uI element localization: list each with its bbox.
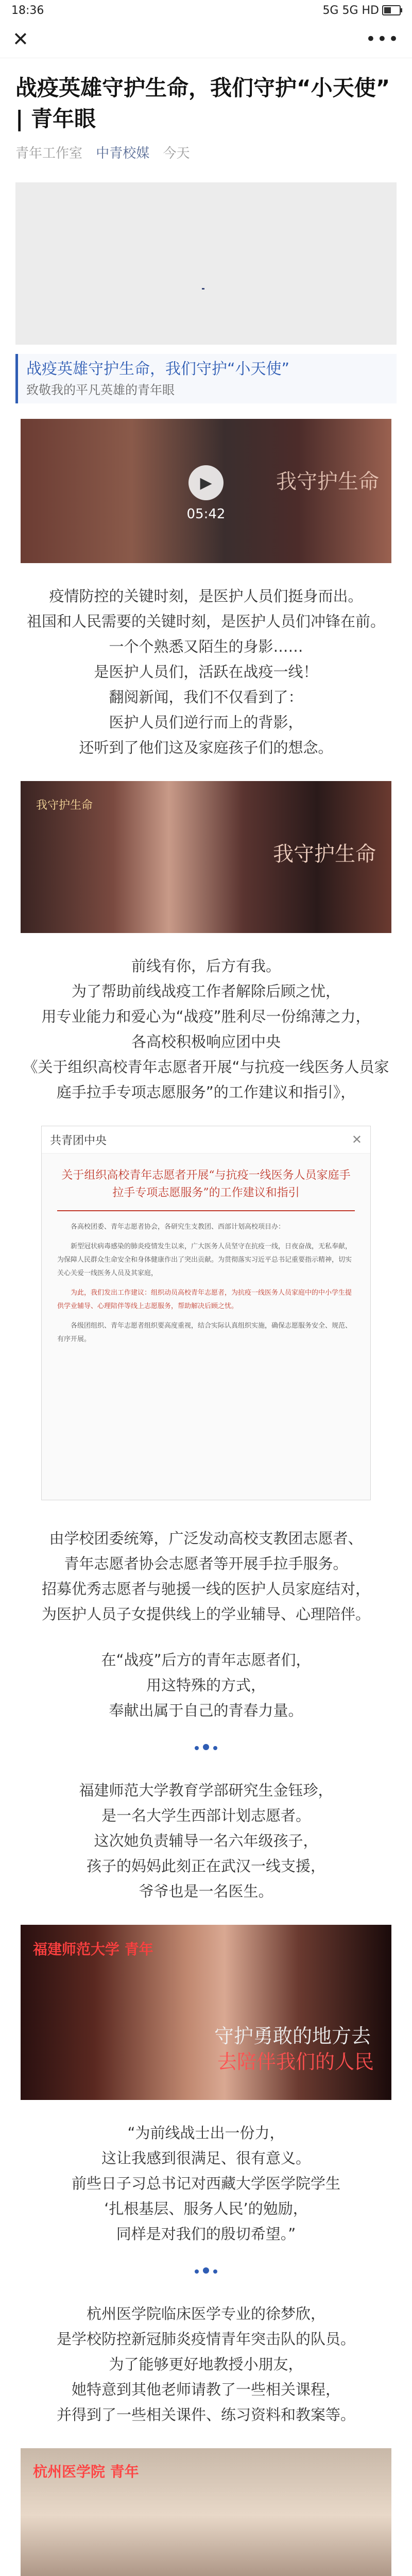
paragraph-youth [15,1648,397,1723]
text-line: 招募优秀志愿者与驰援一线的医护人员家庭结对， [41,1580,370,1598]
battery-icon [382,5,401,15]
video-duration: 05:42 [186,506,226,522]
video-caption: 我守护生命 [276,470,379,494]
document-title: 关于组织高校青年志愿者开展“与抗疫一线医务人员家庭手拉手专项志愿服务”的工作建议和指引 [61,1169,351,1199]
document-paragraph: 为此，我们发出工作建议：组织动员高校青年志愿者，为抗疫一线医务人员家庭中的中小学生提供学业辅导、心理陪伴等线上志愿服务，帮助解决后顾之忧。 [57,1289,352,1310]
divider-dot [213,1746,217,1750]
article-title: 战疫英雄守护生命，我们守护“小天使” | 青年眼 [15,75,390,131]
text-line: 是学校防控新冠肺炎疫情青年突击队的队员。 [56,2330,355,2348]
text-line: 用这特殊的方式， [146,1676,266,1694]
text-line: “为前线战士出一份力， [127,2124,285,2142]
document-body [57,1221,355,1346]
text-line: 奉献出属于自己的青春力量。 [109,1702,303,1719]
section-divider [15,1744,397,1752]
text-line: ‘扎根基层、服务人民’的勉励， [104,2200,308,2217]
still-caption-1: 守护勇敢的地方去 [214,2025,371,2047]
text-line: 福建师范大学教育学部研究生金钰珍， [79,1782,333,1799]
article-date: 今天 [163,146,190,161]
close-button[interactable]: ✕ [12,28,29,50]
text-line: 为医护人员子女提供线上的学业辅导、心理陪伴。 [41,1605,370,1623]
status-bar [0,0,412,21]
document-paragraph: 各高校团委、青年志愿者协会，各研究生支教团、西部计划高校项目办： [71,1223,285,1231]
divider-dot [195,1746,199,1750]
article [0,73,412,2576]
divider-dot [203,1744,209,1750]
quote-jin [15,2121,397,2247]
text-line: 同样是对我们的殷切希望。” [116,2225,296,2243]
photo-caption: 我守护生命 [273,842,376,866]
still-school-label: 福建师范大学 青年 [33,1941,153,1958]
paragraph-xu [15,2301,397,2428]
text-line: 并得到了一些相关课件、练习资料和教案等。 [56,2406,355,2424]
article-banner [15,354,397,403]
banner-title: 战疫英雄守护生命，我们守护“小天使” [26,360,290,378]
document-paragraph: 新型冠状病毒感染的肺炎疫情发生以来，广大医务人员坚守在抗疫一线，日夜奋战，无私奉献，为保障人民群众生命安全和身体健康作出了突出贡献。为贯彻落实习近平总书记重要指示精神，切实关心关爱一线医务人员及其家庭， [57,1243,352,1277]
text-line: 《关于组织高校青年志愿者开展“与抗疫一线医务人员家庭手拉手专项志愿服务”的工作建议和指引》， [23,1058,389,1101]
status-time: 18:36 [11,4,44,17]
play-icon[interactable]: ▶ [188,465,224,500]
still-caption-2: 去陪伴我们的人民 [217,2050,374,2073]
divider-dot [213,2269,217,2274]
more-options-button[interactable]: ••• [365,29,400,49]
text-line: 祖国和人民需要的关键时刻，是医护人员们冲锋在前。 [26,613,385,630]
document-paragraph: 各级团组织、青年志愿者组织要高度重视，结合实际认真组织实施，确保志愿服务安全、规范、有序开展。 [57,1322,352,1343]
text-line: 疫情防控的关键时刻，是医护人员们挺身而出。 [49,587,363,605]
text-line: 翻阅新闻，我们不仅看到了： [109,688,303,706]
text-line: 用专业能力和爱心为“战疫”胜利尽一份绵薄之力， [41,1008,371,1025]
text-line: 一个个熟悉又陌生的身影…… [109,638,303,655]
account-link[interactable]: 中青校媒 [96,146,150,161]
video-still-xu [21,2448,391,2576]
banner-subtitle: 致敬我的平凡英雄的青年眼 [26,383,175,397]
article-meta [15,143,397,162]
still-school-label: 杭州医学院 青年 [33,2463,139,2480]
video-player[interactable] [21,419,391,563]
text-line: 是医护人员们，活跃在战疫一线！ [94,663,318,681]
document-screenshot [41,1126,371,1500]
signal-icon: 5G 5G HD [322,4,379,17]
close-icon: ✕ [351,1132,362,1147]
text-line: 爷爷也是一名医生。 [139,1883,273,1900]
text-line: 为了帮助前线战疫工作者解除后顾之忧， [71,982,340,1000]
navbar [0,21,412,58]
cover-image [15,182,397,345]
document-rule [57,1210,355,1211]
text-line: 医护人员们逆行而上的背影， [109,714,303,731]
divider-dot [203,2267,209,2274]
document-source: 共青团中央 [50,1134,107,1147]
paragraph-jin [15,1778,397,1904]
text-line: 这让我感到很满足、很有意义。 [101,2149,311,2167]
paragraph-intro [15,584,397,760]
paragraph-support [15,954,397,1105]
text-line: 还听到了他们这及家庭孩子们的想念。 [79,739,333,756]
status-right [322,4,401,17]
video-still-jin [21,1925,391,2100]
section-divider [15,2267,397,2276]
divider-dot [195,2269,199,2274]
text-line: 青年志愿者协会志愿者等开展手拉手服务。 [64,1555,348,1572]
text-line: 各高校积极响应团中央 [131,1033,281,1050]
cover-dot [202,288,204,290]
text-line: 是一名大学生西部计划志愿者。 [101,1807,311,1824]
photo-tag: 我守护生命 [36,799,93,812]
text-line: 为了能够更好地教授小朋友， [109,2355,303,2373]
document-header [42,1126,370,1154]
article-author: 青年工作室 [15,146,83,161]
text-line: 在“战疫”后方的青年志愿者们， [101,1651,311,1669]
text-line: 由学校团委统筹，广泛发动高校支教团志愿者、 [49,1530,363,1547]
text-line: 前些日子习总书记对西藏大学医学院学生 [71,2175,340,2192]
text-line: 她特意到其他老师请教了一些相关课程， [71,2381,340,2398]
photo-medics [21,781,391,933]
text-line: 这次她负责辅导一名六年级孩子， [94,1832,318,1850]
paragraph-volunteers [15,1526,397,1627]
text-line: 前线有你，后方有我。 [131,957,281,975]
text-line: 孩子的妈妈此刻正在武汉一线支援， [86,1857,325,1875]
text-line: 杭州医学院临床医学专业的徐梦欣， [86,2305,325,2323]
